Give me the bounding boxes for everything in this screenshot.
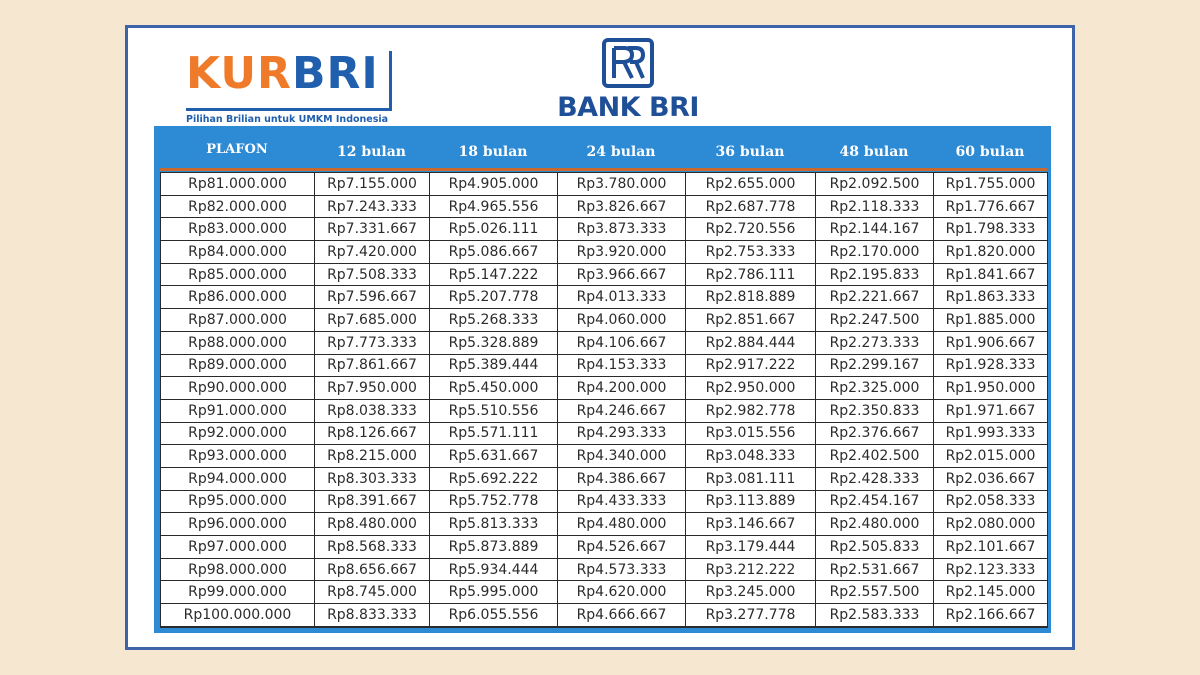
cell-18-bulan: Rp5.389.444: [430, 354, 558, 377]
kurbri-logo-underline: [186, 108, 392, 111]
cell-18-bulan: Rp5.086.667: [430, 241, 558, 264]
cell-12-bulan: Rp8.656.667: [315, 558, 430, 581]
cell-plafon: Rp90.000.000: [161, 377, 315, 400]
table-row: [161, 331, 1048, 354]
header-plafon: PLAFON: [206, 142, 268, 157]
cell-12-bulan: Rp7.950.000: [315, 377, 430, 400]
cell-36-bulan: Rp3.081.111: [686, 467, 816, 490]
cell-48-bulan: Rp2.454.167: [816, 490, 934, 513]
cell-36-bulan: Rp2.884.444: [686, 331, 816, 354]
cell-plafon: Rp98.000.000: [161, 558, 315, 581]
cell-12-bulan: Rp7.596.667: [315, 286, 430, 309]
cell-36-bulan: Rp3.015.556: [686, 422, 816, 445]
cell-48-bulan: Rp2.350.833: [816, 399, 934, 422]
cell-60-bulan: Rp2.036.667: [934, 467, 1048, 490]
cell-36-bulan: Rp2.917.222: [686, 354, 816, 377]
cell-24-bulan: Rp3.826.667: [558, 195, 686, 218]
cell-60-bulan: Rp2.058.333: [934, 490, 1048, 513]
installment-table: [154, 126, 1051, 633]
table-row: [161, 377, 1048, 400]
cell-12-bulan: Rp8.215.000: [315, 445, 430, 468]
cell-24-bulan: Rp4.620.000: [558, 581, 686, 604]
cell-18-bulan: Rp5.571.111: [430, 422, 558, 445]
cell-24-bulan: Rp4.666.667: [558, 604, 686, 627]
cell-48-bulan: Rp2.583.333: [816, 604, 934, 627]
cell-48-bulan: Rp2.144.167: [816, 218, 934, 241]
cell-plafon: Rp84.000.000: [161, 241, 315, 264]
cell-12-bulan: Rp7.155.000: [315, 173, 430, 196]
cell-plafon: Rp91.000.000: [161, 399, 315, 422]
cell-60-bulan: Rp1.928.333: [934, 354, 1048, 377]
kurbri-wordmark: [186, 48, 379, 100]
cell-24-bulan: Rp3.920.000: [558, 241, 686, 264]
cell-12-bulan: Rp7.508.333: [315, 263, 430, 286]
cell-36-bulan: Rp3.113.889: [686, 490, 816, 513]
cell-36-bulan: Rp2.786.111: [686, 263, 816, 286]
cell-18-bulan: Rp6.055.556: [430, 604, 558, 627]
cell-plafon: Rp82.000.000: [161, 195, 315, 218]
table-row: [161, 467, 1048, 490]
cell-36-bulan: Rp2.687.778: [686, 195, 816, 218]
cell-24-bulan: Rp4.060.000: [558, 309, 686, 332]
cell-24-bulan: Rp4.480.000: [558, 513, 686, 536]
cell-18-bulan: Rp5.995.000: [430, 581, 558, 604]
cell-18-bulan: Rp5.752.778: [430, 490, 558, 513]
bri-emblem-icon: [602, 38, 654, 88]
cell-plafon: Rp95.000.000: [161, 490, 315, 513]
cell-60-bulan: Rp1.906.667: [934, 331, 1048, 354]
cell-24-bulan: Rp3.780.000: [558, 173, 686, 196]
cell-plafon: Rp81.000.000: [161, 173, 315, 196]
header-12-bulan: 12 bulan: [337, 144, 406, 160]
cell-12-bulan: Rp8.303.333: [315, 467, 430, 490]
cell-plafon: Rp94.000.000: [161, 467, 315, 490]
kurbri-tagline: Pilihan Brilian untuk UMKM Indonesia: [186, 114, 389, 125]
table-row: [161, 218, 1048, 241]
table-row: [161, 490, 1048, 513]
cell-48-bulan: Rp2.428.333: [816, 467, 934, 490]
table-header-row: [154, 126, 1051, 168]
header-60-bulan: 60 bulan: [955, 144, 1025, 160]
cell-36-bulan: Rp2.655.000: [686, 173, 816, 196]
cell-48-bulan: Rp2.118.333: [816, 195, 934, 218]
cell-12-bulan: Rp8.480.000: [315, 513, 430, 536]
cell-48-bulan: Rp2.480.000: [816, 513, 934, 536]
cell-60-bulan: Rp1.950.000: [934, 377, 1048, 400]
cell-48-bulan: Rp2.376.667: [816, 422, 934, 445]
cell-24-bulan: Rp4.293.333: [558, 422, 686, 445]
cell-48-bulan: Rp2.505.833: [816, 536, 934, 559]
cell-48-bulan: Rp2.221.667: [816, 286, 934, 309]
kurbri-logo-kur: KUR: [186, 48, 292, 99]
cell-36-bulan: Rp3.212.222: [686, 558, 816, 581]
cell-12-bulan: Rp8.745.000: [315, 581, 430, 604]
cell-60-bulan: Rp2.123.333: [934, 558, 1048, 581]
cell-24-bulan: Rp3.873.333: [558, 218, 686, 241]
cell-18-bulan: Rp5.873.889: [430, 536, 558, 559]
cell-plafon: Rp100.000.000: [161, 604, 315, 627]
table-row: [161, 309, 1048, 332]
bank-bri-logo: [553, 38, 703, 128]
cell-24-bulan: Rp4.246.667: [558, 399, 686, 422]
cell-24-bulan: Rp4.526.667: [558, 536, 686, 559]
cell-plafon: Rp92.000.000: [161, 422, 315, 445]
table-row: [161, 354, 1048, 377]
cell-plafon: Rp99.000.000: [161, 581, 315, 604]
cell-60-bulan: Rp1.798.333: [934, 218, 1048, 241]
table-row: [161, 173, 1048, 196]
table-row: [161, 241, 1048, 264]
cell-48-bulan: Rp2.402.500: [816, 445, 934, 468]
cell-plafon: Rp83.000.000: [161, 218, 315, 241]
table-row: [161, 604, 1048, 627]
cell-60-bulan: Rp2.080.000: [934, 513, 1048, 536]
table-body: [160, 172, 1048, 628]
cell-12-bulan: Rp7.773.333: [315, 331, 430, 354]
cell-18-bulan: Rp4.965.556: [430, 195, 558, 218]
cell-60-bulan: Rp2.101.667: [934, 536, 1048, 559]
cell-12-bulan: Rp8.126.667: [315, 422, 430, 445]
cell-12-bulan: Rp8.568.333: [315, 536, 430, 559]
cell-36-bulan: Rp3.245.000: [686, 581, 816, 604]
cell-18-bulan: Rp5.934.444: [430, 558, 558, 581]
cell-plafon: Rp96.000.000: [161, 513, 315, 536]
cell-48-bulan: Rp2.247.500: [816, 309, 934, 332]
cell-60-bulan: Rp1.776.667: [934, 195, 1048, 218]
cell-60-bulan: Rp2.015.000: [934, 445, 1048, 468]
cell-12-bulan: Rp7.861.667: [315, 354, 430, 377]
cell-18-bulan: Rp5.450.000: [430, 377, 558, 400]
table-row: [161, 445, 1048, 468]
cell-plafon: Rp89.000.000: [161, 354, 315, 377]
cell-18-bulan: Rp5.510.556: [430, 399, 558, 422]
bank-bri-name: BANK BRI: [557, 92, 699, 123]
cell-plafon: Rp85.000.000: [161, 263, 315, 286]
cell-plafon: Rp97.000.000: [161, 536, 315, 559]
cell-60-bulan: Rp1.755.000: [934, 173, 1048, 196]
cell-12-bulan: Rp7.420.000: [315, 241, 430, 264]
cell-18-bulan: Rp4.905.000: [430, 173, 558, 196]
cell-60-bulan: Rp1.885.000: [934, 309, 1048, 332]
cell-24-bulan: Rp4.200.000: [558, 377, 686, 400]
kurbri-logo: [182, 48, 397, 126]
cell-12-bulan: Rp8.833.333: [315, 604, 430, 627]
cell-48-bulan: Rp2.195.833: [816, 263, 934, 286]
cell-18-bulan: Rp5.631.667: [430, 445, 558, 468]
cell-12-bulan: Rp8.038.333: [315, 399, 430, 422]
table-row: [161, 536, 1048, 559]
cell-48-bulan: Rp2.531.667: [816, 558, 934, 581]
cell-12-bulan: Rp7.331.667: [315, 218, 430, 241]
cell-60-bulan: Rp1.971.667: [934, 399, 1048, 422]
table-row: [161, 558, 1048, 581]
cell-12-bulan: Rp7.685.000: [315, 309, 430, 332]
cell-36-bulan: Rp2.753.333: [686, 241, 816, 264]
cell-18-bulan: Rp5.813.333: [430, 513, 558, 536]
table-row: [161, 399, 1048, 422]
kurbri-logo-bar: [389, 51, 392, 111]
cell-18-bulan: Rp5.692.222: [430, 467, 558, 490]
table-row: [161, 581, 1048, 604]
cell-48-bulan: Rp2.557.500: [816, 581, 934, 604]
cell-48-bulan: Rp2.092.500: [816, 173, 934, 196]
header-24-bulan: 24 bulan: [586, 144, 656, 160]
cell-18-bulan: Rp5.207.778: [430, 286, 558, 309]
cell-36-bulan: Rp3.146.667: [686, 513, 816, 536]
table-row: [161, 513, 1048, 536]
cell-24-bulan: Rp4.386.667: [558, 467, 686, 490]
cell-24-bulan: Rp4.013.333: [558, 286, 686, 309]
cell-18-bulan: Rp5.268.333: [430, 309, 558, 332]
cell-24-bulan: Rp4.573.333: [558, 558, 686, 581]
cell-36-bulan: Rp3.277.778: [686, 604, 816, 627]
cell-plafon: Rp86.000.000: [161, 286, 315, 309]
cell-60-bulan: Rp2.145.000: [934, 581, 1048, 604]
cell-36-bulan: Rp2.818.889: [686, 286, 816, 309]
cell-24-bulan: Rp4.106.667: [558, 331, 686, 354]
cell-36-bulan: Rp3.048.333: [686, 445, 816, 468]
cell-36-bulan: Rp2.982.778: [686, 399, 816, 422]
cell-60-bulan: Rp1.841.667: [934, 263, 1048, 286]
cell-60-bulan: Rp2.166.667: [934, 604, 1048, 627]
table-row: [161, 263, 1048, 286]
cell-24-bulan: Rp3.966.667: [558, 263, 686, 286]
cell-48-bulan: Rp2.325.000: [816, 377, 934, 400]
cell-36-bulan: Rp2.851.667: [686, 309, 816, 332]
cell-60-bulan: Rp1.993.333: [934, 422, 1048, 445]
cell-24-bulan: Rp4.340.000: [558, 445, 686, 468]
cell-plafon: Rp87.000.000: [161, 309, 315, 332]
cell-48-bulan: Rp2.170.000: [816, 241, 934, 264]
cell-36-bulan: Rp2.950.000: [686, 377, 816, 400]
cell-60-bulan: Rp1.863.333: [934, 286, 1048, 309]
cell-plafon: Rp88.000.000: [161, 331, 315, 354]
kurbri-logo-bri: BRI: [291, 48, 379, 99]
table-row: [161, 422, 1048, 445]
installment-table-card: [125, 25, 1075, 650]
cell-36-bulan: Rp3.179.444: [686, 536, 816, 559]
table-row: [161, 195, 1048, 218]
cell-18-bulan: Rp5.147.222: [430, 263, 558, 286]
header-48-bulan: 48 bulan: [839, 144, 909, 160]
header-18-bulan: 18 bulan: [458, 144, 528, 160]
header-divider: [160, 168, 1047, 171]
cell-12-bulan: Rp8.391.667: [315, 490, 430, 513]
cell-plafon: Rp93.000.000: [161, 445, 315, 468]
cell-24-bulan: Rp4.433.333: [558, 490, 686, 513]
cell-18-bulan: Rp5.328.889: [430, 331, 558, 354]
cell-24-bulan: Rp4.153.333: [558, 354, 686, 377]
cell-18-bulan: Rp5.026.111: [430, 218, 558, 241]
table-row: [161, 286, 1048, 309]
cell-12-bulan: Rp7.243.333: [315, 195, 430, 218]
cell-36-bulan: Rp2.720.556: [686, 218, 816, 241]
header-36-bulan: 36 bulan: [715, 144, 785, 160]
cell-60-bulan: Rp1.820.000: [934, 241, 1048, 264]
cell-48-bulan: Rp2.299.167: [816, 354, 934, 377]
cell-48-bulan: Rp2.273.333: [816, 331, 934, 354]
